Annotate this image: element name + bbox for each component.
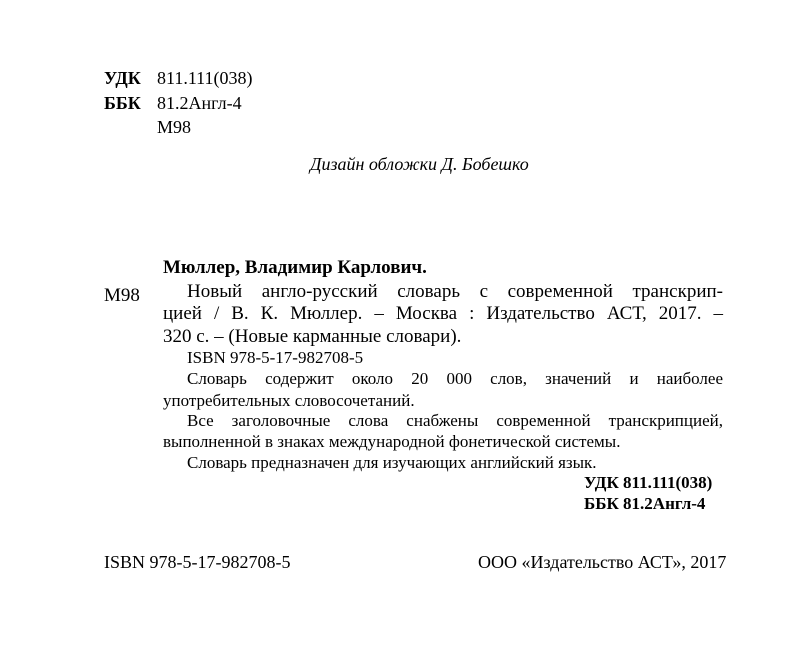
- copyright: ООО «Издательство АСТ», 2017: [478, 552, 727, 572]
- annotation-line-2: употребительных словосочетаний.: [163, 391, 415, 410]
- author-heading: Мюллер, Владимир Карлович.: [163, 257, 427, 278]
- annotation-line-1: Словарь содержит около 20 000 слов, значений и наиболее: [187, 369, 723, 388]
- isbn-record: ISBN 978-5-17-982708-5: [187, 348, 364, 367]
- isbn-footer: ISBN 978-5-17-982708-5: [104, 552, 291, 572]
- cover-design-credit: Дизайн обложки Д. Бобешко: [310, 154, 529, 174]
- author-mark-record: М98: [104, 285, 140, 306]
- bbk-record: ББК 81.2Англ-4: [584, 494, 706, 513]
- annotation-line-4: выполненной в знаках международной фонетической системы.: [163, 432, 621, 451]
- udk-value: 811.111(038): [157, 68, 253, 88]
- annotation-line-3: Все заголовочные слова снабжены современной транскрипцией,: [187, 411, 723, 430]
- udk-label: УДК: [104, 68, 141, 88]
- udk-record: УДК 811.111(038): [584, 473, 713, 492]
- title-line-1: Новый англо-русский словарь с современной транскрип-: [187, 281, 723, 302]
- title-line-2: цией / В. К. Мюллер. – Москва : Издательство АСТ, 2017. –: [163, 303, 723, 324]
- annotation-line-5: Словарь предназначен для изучающих английский язык.: [187, 453, 597, 472]
- bbk-label: ББК: [104, 93, 141, 113]
- bbk-value: 81.2Англ-4: [157, 93, 242, 113]
- author-mark-top: М98: [157, 117, 192, 137]
- title-line-3: 320 с. – (Новые карманные словари).: [163, 326, 462, 347]
